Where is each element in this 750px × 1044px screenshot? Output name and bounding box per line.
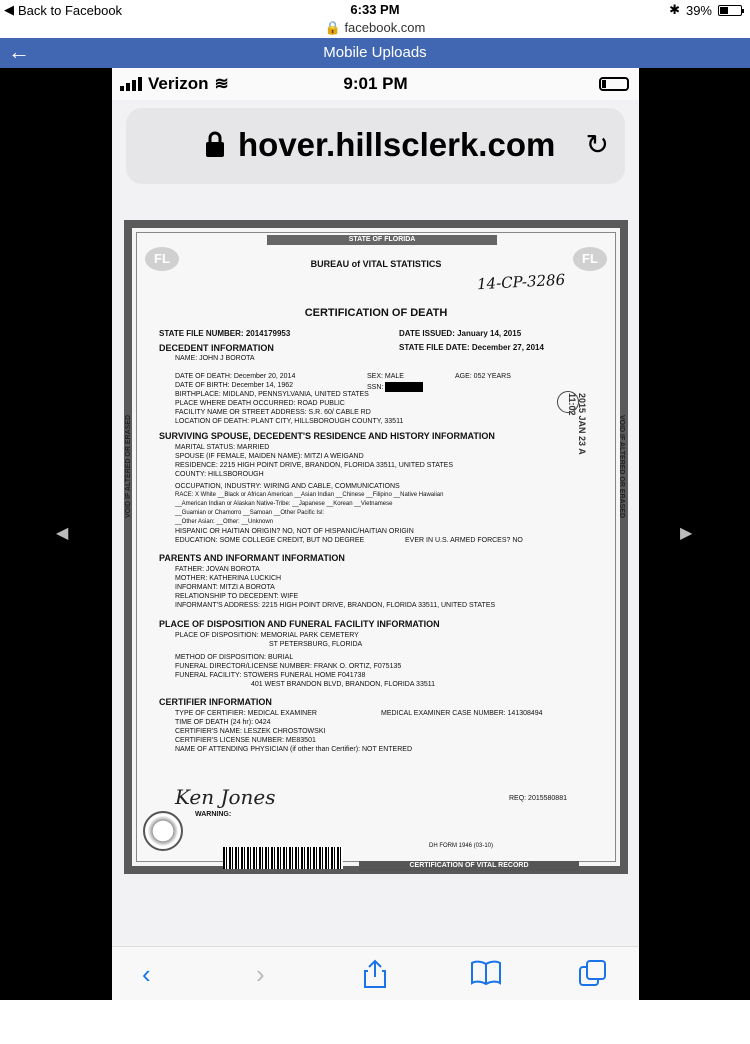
previous-photo-icon[interactable]: ◀ <box>56 525 69 542</box>
decedent-header: DECEDENT INFORMATION <box>159 343 274 353</box>
bookmarks-icon[interactable] <box>470 959 502 992</box>
race-line-4: __Other Asian: __Other: __Unknown <box>175 519 274 525</box>
funeral-facility-address: 401 WEST BRANDON BLVD, BRANDON, FLORIDA 33511 <box>251 681 436 688</box>
status-right <box>669 2 742 18</box>
inner-battery-fill <box>602 80 606 88</box>
page-title: Mobile Uploads <box>323 44 427 61</box>
inner-battery-icon <box>599 77 629 91</box>
void-side-right: VOID IF ALTERED OR ERASED <box>617 414 625 519</box>
place-of-death-line: PLACE WHERE DEATH OCCURRED: ROAD PUBLIC <box>175 400 345 407</box>
share-icon[interactable] <box>362 959 388 996</box>
fl-badge-left: FL <box>145 247 179 271</box>
inner-status-bar <box>112 68 639 100</box>
method-line: METHOD OF DISPOSITION: BURIAL <box>175 654 294 661</box>
req-line: REQ: 2015580881 <box>509 795 567 802</box>
place-disposition-line: PLACE OF DISPOSITION: MEMORIAL PARK CEMETERY <box>175 632 359 639</box>
clerk-stamp: 2015 JAN 23 A 11:02 <box>567 393 587 455</box>
carrier-name: Verizon <box>148 74 209 93</box>
url-text: facebook.com <box>344 20 426 35</box>
certifier-header: CERTIFIER INFORMATION <box>159 697 272 707</box>
photo-viewer <box>0 68 750 1044</box>
location-line: LOCATION OF DEATH: PLANT CITY, HILLSBOROUGH COUNTY, 33511 <box>175 418 404 425</box>
father-line: FATHER: JOVAN BOROTA <box>175 566 260 573</box>
armed-forces-line: EVER IN U.S. ARMED FORCES? NO <box>405 537 523 544</box>
uploaded-photo[interactable] <box>112 68 639 1000</box>
ssn-redaction <box>385 382 423 392</box>
certifier-type-line: TYPE OF CERTIFIER: MEDICAL EXAMINER <box>175 710 317 717</box>
back-chevron-icon: ◀ <box>4 2 14 17</box>
void-side-left: VOID IF ALTERED OR ERASED <box>125 414 133 519</box>
warning-label: WARNING: <box>195 811 232 818</box>
bluetooth-icon: ✱ <box>669 2 680 17</box>
state-file-date: STATE FILE DATE: December 27, 2014 <box>399 343 544 352</box>
time-of-death-line: TIME OF DEATH (24 hr): 0424 <box>175 719 271 726</box>
parents-header: PARENTS AND INFORMANT INFORMATION <box>159 553 345 563</box>
battery-fill <box>720 7 728 14</box>
form-line: DH FORM 1946 (03-10) <box>429 843 494 849</box>
safari-toolbar <box>112 946 639 1000</box>
facility-line: FACILITY NAME OR STREET ADDRESS: S.R. 60/ CABLE RD <box>175 409 371 416</box>
funeral-director-line: FUNERAL DIRECTOR/LICENSE NUMBER: FRANK O. ORTIZ, F075135 <box>175 663 402 670</box>
education-line: EDUCATION: SOME COLLEGE CREDIT, BUT NO DEGREE <box>175 537 365 544</box>
sex-line: SEX: MALE <box>367 373 404 380</box>
registrar-signature: Ken Jones <box>175 785 276 809</box>
certificate-body <box>125 232 625 869</box>
state-banner: STATE OF FLORIDA <box>267 235 497 245</box>
reload-icon: ↻ <box>585 129 609 160</box>
disposition-header: PLACE OF DISPOSITION AND FUNERAL FACILITY INFORMATION <box>159 619 440 629</box>
battery-icon <box>718 5 742 16</box>
complaints-watermark <box>488 1002 680 1044</box>
mother-line: MOTHER: KATHERINA LUCKICH <box>175 575 282 582</box>
state-seal-icon <box>143 811 183 851</box>
handwritten-case-id: 14-CP-3286 <box>476 270 566 294</box>
race-line-2: __American Indian or Alaskan Native-Tribe: __Japanese __Korean __Vietnamese <box>175 501 393 507</box>
informant-address-line: INFORMANT'S ADDRESS: 2215 HIGH POINT DRIVE, BRANDON, FLORIDA 33511, UNITED STATES <box>175 602 496 609</box>
age-line: AGE: 052 YEARS <box>455 373 511 380</box>
race-line-1: RACE: X White __Black or African American __Asian Indian __Chinese __Filipino __Native Hawaiian <box>175 492 444 498</box>
hispanic-line: HISPANIC OR HAITIAN ORIGIN? NO, NOT OF HISPANIC/HAITIAN ORIGIN <box>175 528 414 535</box>
funeral-facility-line: FUNERAL FACILITY: STOWERS FUNERAL HOME F041738 <box>175 672 366 679</box>
attending-line: NAME OF ATTENDING PHYSICIAN (if other than Certifier): NOT ENTERED <box>175 746 413 753</box>
state-file-number: STATE FILE NUMBER: 2014179953 <box>159 329 291 338</box>
lock-icon: 🔒 <box>324 20 341 35</box>
next-photo-icon[interactable]: ▶ <box>680 525 693 542</box>
ssn-line: SSN: <box>367 382 423 392</box>
fl-badge-right: FL <box>573 247 607 271</box>
vital-record-banner: CERTIFICATION OF VITAL RECORD <box>359 861 579 871</box>
birthplace-line: BIRTHPLACE: MIDLAND, PENNSYLVANIA, UNITED STATES <box>175 391 369 398</box>
death-certificate <box>124 220 628 874</box>
wifi-icon: ≋ <box>214 74 229 93</box>
certificate-title: CERTIFICATION OF DEATH <box>304 307 448 319</box>
back-icon[interactable]: ‹ <box>142 959 151 989</box>
fb-header <box>0 38 750 68</box>
relationship-line: RELATIONSHIP TO DECEDENT: WIFE <box>175 593 299 600</box>
date-of-birth-line: DATE OF BIRTH: December 14, 1962 <box>175 382 294 389</box>
stamp-circle-icon <box>557 391 579 413</box>
informant-line: INFORMANT: MITZI A BOROTA <box>175 584 275 591</box>
occupation-line: OCCUPATION, INDUSTRY: WIRING AND CABLE, COMMUNICATIONS <box>175 483 400 490</box>
inner-domain: hover.hillsclerk.com <box>238 126 556 163</box>
status-time: 6:33 PM <box>350 2 400 17</box>
inner-lock-icon <box>204 128 226 166</box>
date-of-death-line: DATE OF DEATH: December 20, 2014 <box>175 373 296 380</box>
inner-time: 9:01 PM <box>343 74 408 93</box>
status-bar <box>0 0 750 20</box>
spouse-line: SPOUSE (IF FEMALE, MAIDEN NAME): MITZI A WEIGAND <box>175 453 364 460</box>
watermark-big: COMPLAINTS <box>488 1002 680 1032</box>
inner-url-bar <box>126 108 625 184</box>
certifier-name-line: CERTIFIER'S NAME: LESZEK CHROSTOWSKI <box>175 728 326 735</box>
residence-line: RESIDENCE: 2215 HIGH POINT DRIVE, BRANDON, FLORIDA 33511, UNITED STATES <box>175 462 453 469</box>
race-line-3: __Guamian or Chamorro __Samoan __Other Pacific Isl: <box>175 510 325 516</box>
date-issued: DATE ISSUED: January 14, 2015 <box>399 329 522 338</box>
name-line: NAME: JOHN J BOROTA <box>175 355 255 362</box>
barcode <box>223 847 343 869</box>
back-label: Back to Facebook <box>18 2 123 18</box>
place-disposition-city: ST PETERSBURG, FLORIDA <box>269 641 363 648</box>
back-arrow-icon[interactable]: ← <box>8 39 30 64</box>
battery-percent: 39% <box>685 2 712 18</box>
forward-icon[interactable]: › <box>256 959 265 989</box>
marital-line: MARITAL STATUS: MARRIED <box>175 444 270 451</box>
me-case-line: MEDICAL EXAMINER CASE NUMBER: 141308494 <box>381 710 543 717</box>
spouse-header: SURVIVING SPOUSE, DECEDENT'S RESIDENCE AND HISTORY INFORMATION <box>159 431 495 441</box>
tabs-icon[interactable] <box>578 959 608 996</box>
url-bar[interactable] <box>0 20 750 38</box>
watermark-small: SOLVING SINCE 2004 <box>488 1033 645 1044</box>
bureau-title: BUREAU of VITAL STATISTICS <box>310 259 442 269</box>
county-line: COUNTY: HILLSBOROUGH <box>175 471 264 478</box>
certifier-license-line: CERTIFIER'S LICENSE NUMBER: ME83501 <box>175 737 316 744</box>
